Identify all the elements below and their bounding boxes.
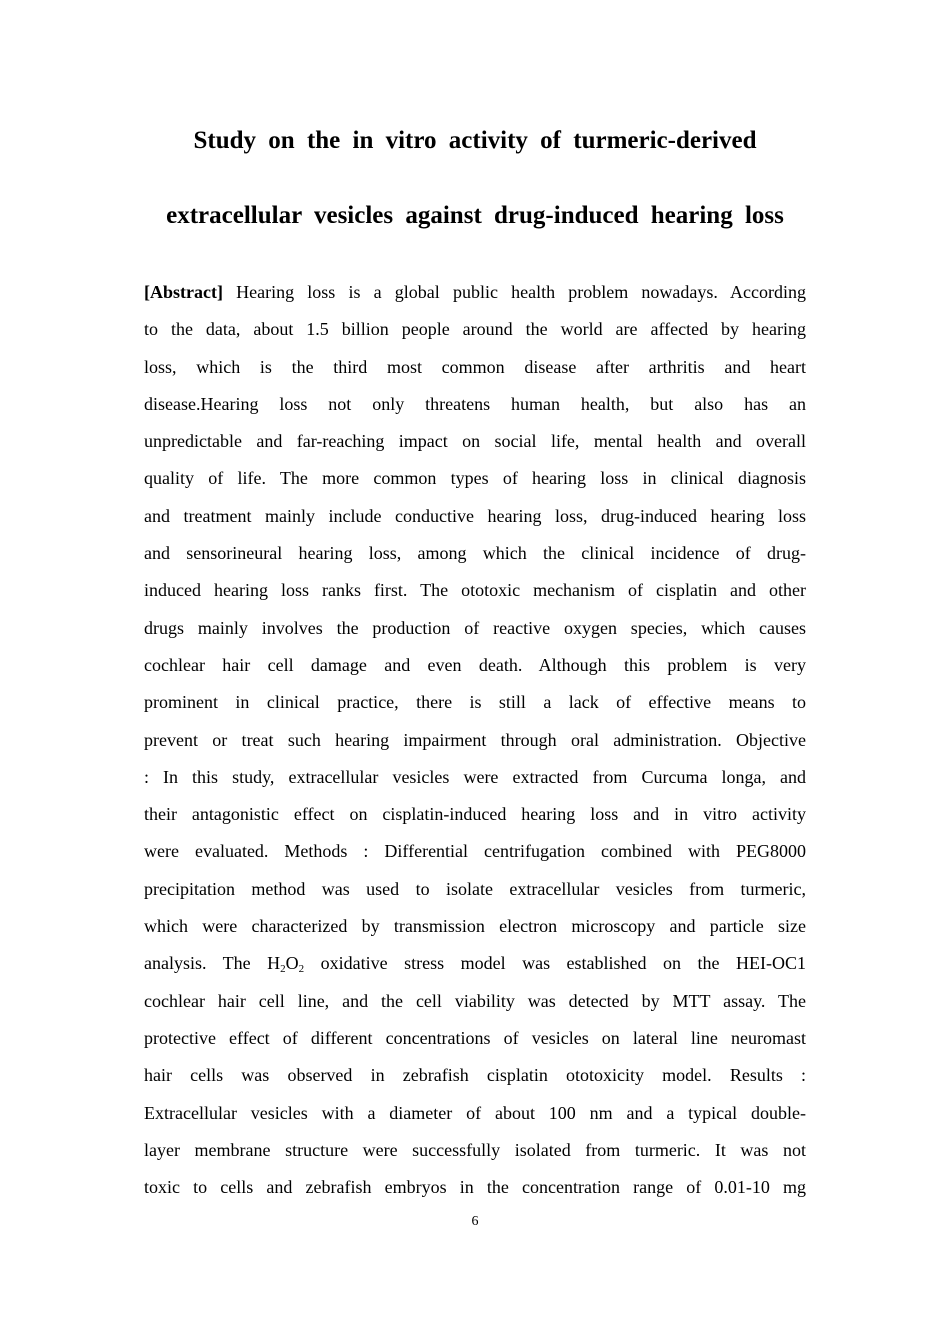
abstract-line-h2o2: analysis. The $H_2O_2$ oxidative stress model was established on the HEI-OC1: [144, 953, 806, 976]
abstract-line: drugs mainly involves the production of reactive oxygen species, which causes: [144, 617, 806, 638]
abstract-line: unpredictable and far-reaching impact on social life, mental health and overall: [144, 431, 806, 452]
abstract-line: and sensorineural hearing loss, among which the clinical incidence of drug-: [144, 543, 806, 564]
abstract-line: to the data, about 1.5 billion people around the world are affected by hearing: [144, 319, 806, 340]
abstract-line: cochlear hair cell damage and even death. Although this problem is very: [144, 654, 806, 675]
abstract-line: their antagonistic effect on cisplatin-induced hearing loss and in vitro activity: [144, 804, 806, 825]
abstract-line: induced hearing loss ranks first. The ototoxic mechanism of cisplatin and other: [144, 580, 806, 601]
abstract-line: disease.Hearing loss not only threatens human health, but also has an: [144, 393, 806, 414]
abstract-line: protective effect of different concentrations of vesicles on lateral line neuromast: [144, 1027, 806, 1048]
abstract-line: and treatment mainly include conductive hearing loss, drug-induced hearing loss: [144, 505, 806, 526]
abstract-line: [Abstract] Hearing loss is a global public health problem nowadays. According: [144, 282, 807, 302]
abstract-line: quality of life. The more common types of hearing loss in clinical diagnosis: [144, 468, 806, 489]
abstract-body: [144, 274, 806, 1206]
abstract-line: which were characterized by transmission electron microscopy and particle size: [144, 916, 806, 937]
abstract-line: toxic to cells and zebrafish embryos in the concentration range of 0.01-10 mg: [144, 1177, 806, 1198]
abstract-line: layer membrane structure were successfully isolated from turmeric. It was not: [144, 1139, 806, 1160]
abstract-line: prevent or treat such hearing impairment through oral administration. Objective: [144, 729, 806, 750]
paper-title-line-1: Study on the in vitro activity of turmeric-derived: [193, 127, 757, 154]
abstract-line: loss, which is the third most common disease after arthritis and heart: [144, 356, 806, 377]
abstract-line: : In this study, extracellular vesicles were extracted from Curcuma longa, and: [144, 766, 806, 787]
page-number: 6: [471, 1214, 479, 1229]
paper-title-line-2: extracellular vesicles against drug-induced hearing loss: [166, 202, 784, 229]
abstract-label: [Abstract]: [144, 282, 223, 302]
abstract-line: hair cells was observed in zebrafish cisplatin ototoxicity model. Results :: [144, 1065, 806, 1086]
abstract-line: Extracellular vesicles with a diameter of about 100 nm and a typical double-: [144, 1102, 806, 1123]
abstract-line: cochlear hair cell line, and the cell viability was detected by MTT assay. The: [144, 990, 806, 1011]
abstract-line: were evaluated. Methods : Differential centrifugation combined with PEG8000: [144, 841, 806, 862]
abstract-line: prominent in clinical practice, there is still a lack of effective means to: [144, 692, 806, 713]
abstract-line: precipitation method was used to isolate extracellular vesicles from turmeric,: [144, 878, 806, 899]
